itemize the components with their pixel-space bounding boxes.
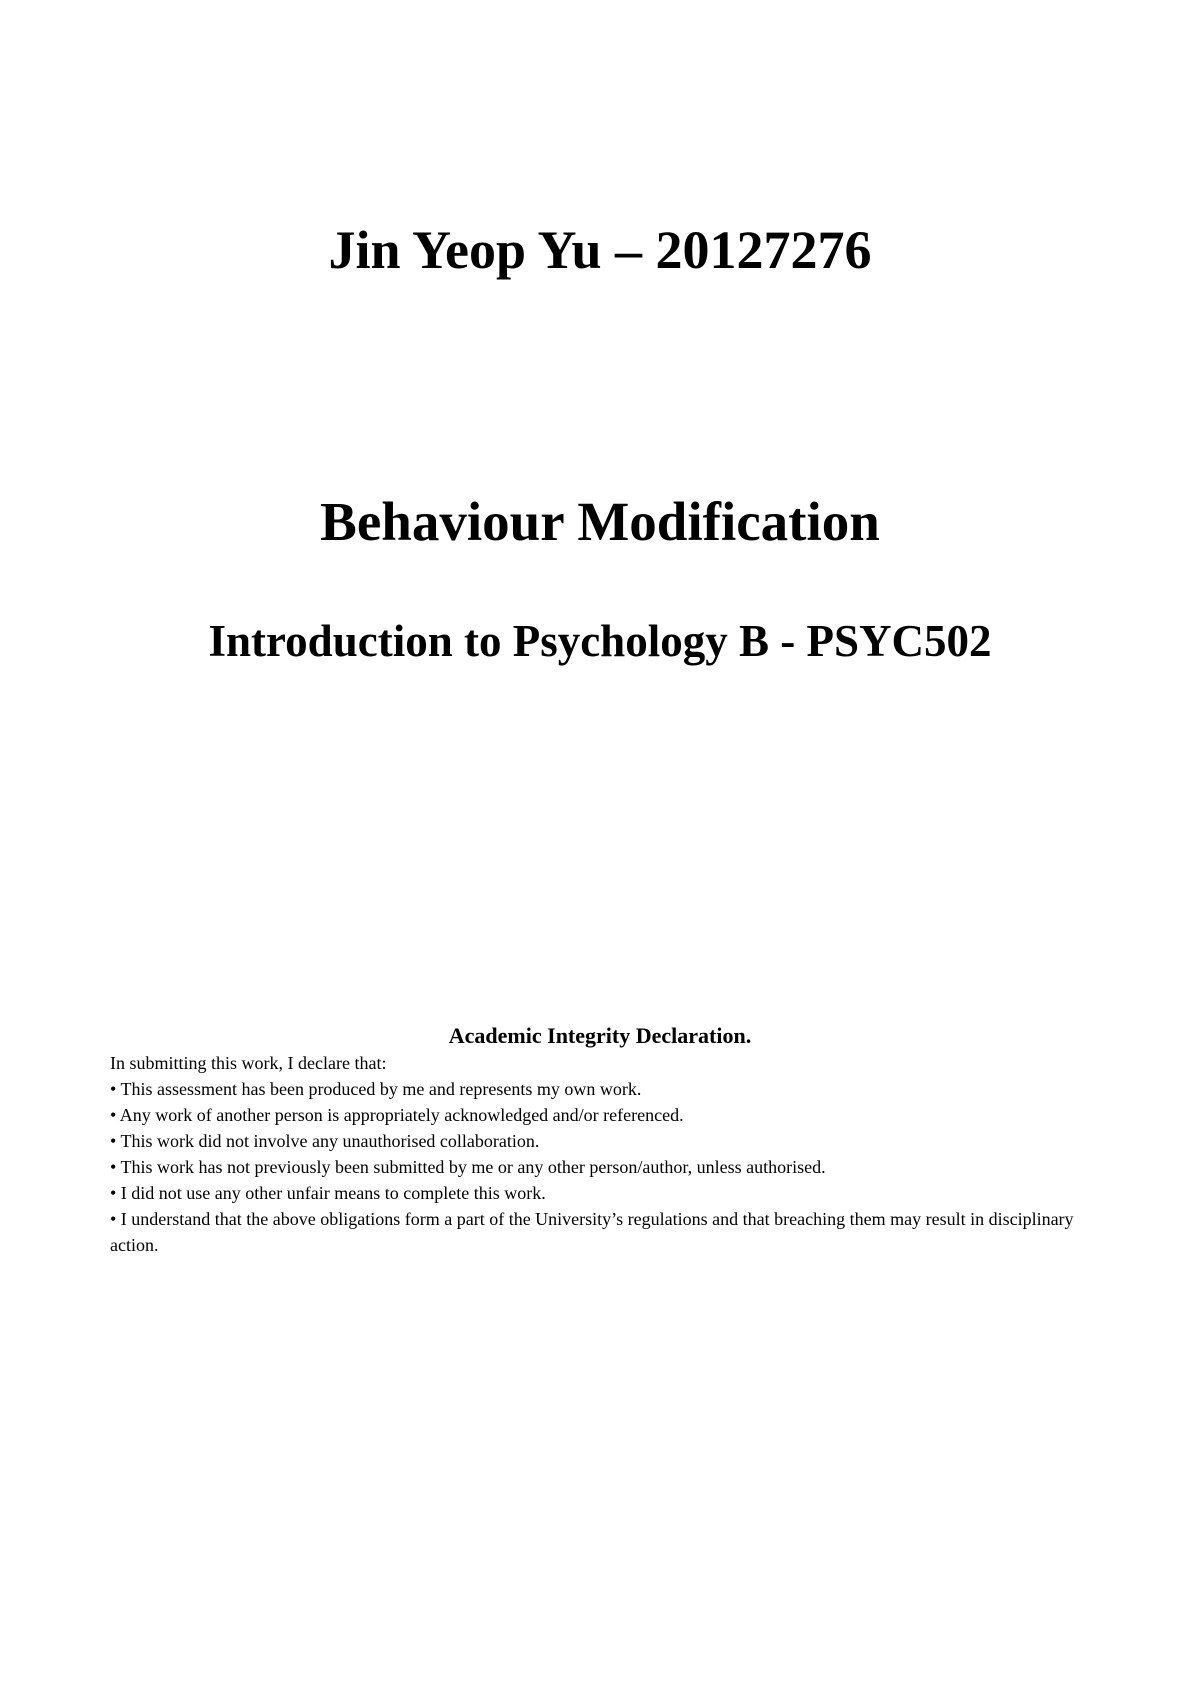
declaration-item: • This work did not involve any unauthorised collaboration. xyxy=(110,1131,540,1151)
declaration-intro: In submitting this work, I declare that: xyxy=(110,1053,387,1073)
declaration-item: • This work has not previously been submitted by me or any other person/author, unless authorised. xyxy=(110,1157,826,1177)
declaration-heading: Academic Integrity Declaration. xyxy=(448,1023,752,1048)
document-title: Behaviour Modification xyxy=(320,491,880,552)
declaration-item: • Any work of another person is appropriately acknowledged and/or referenced. xyxy=(110,1105,684,1125)
declaration-item: • I did not use any other unfair means to complete this work. xyxy=(110,1183,546,1203)
author-and-id: Jin Yeop Yu – 20127276 xyxy=(328,220,872,280)
declaration-item: • I understand that the above obligations form a part of the University’s regulations and that breaching them may result in disciplinary action. xyxy=(110,1209,1074,1255)
academic-integrity-declaration xyxy=(110,1022,1090,1258)
course-title: Introduction to Psychology B - PSYC502 xyxy=(208,616,992,666)
declaration-item: • This assessment has been produced by me and represents my own work. xyxy=(110,1079,642,1099)
